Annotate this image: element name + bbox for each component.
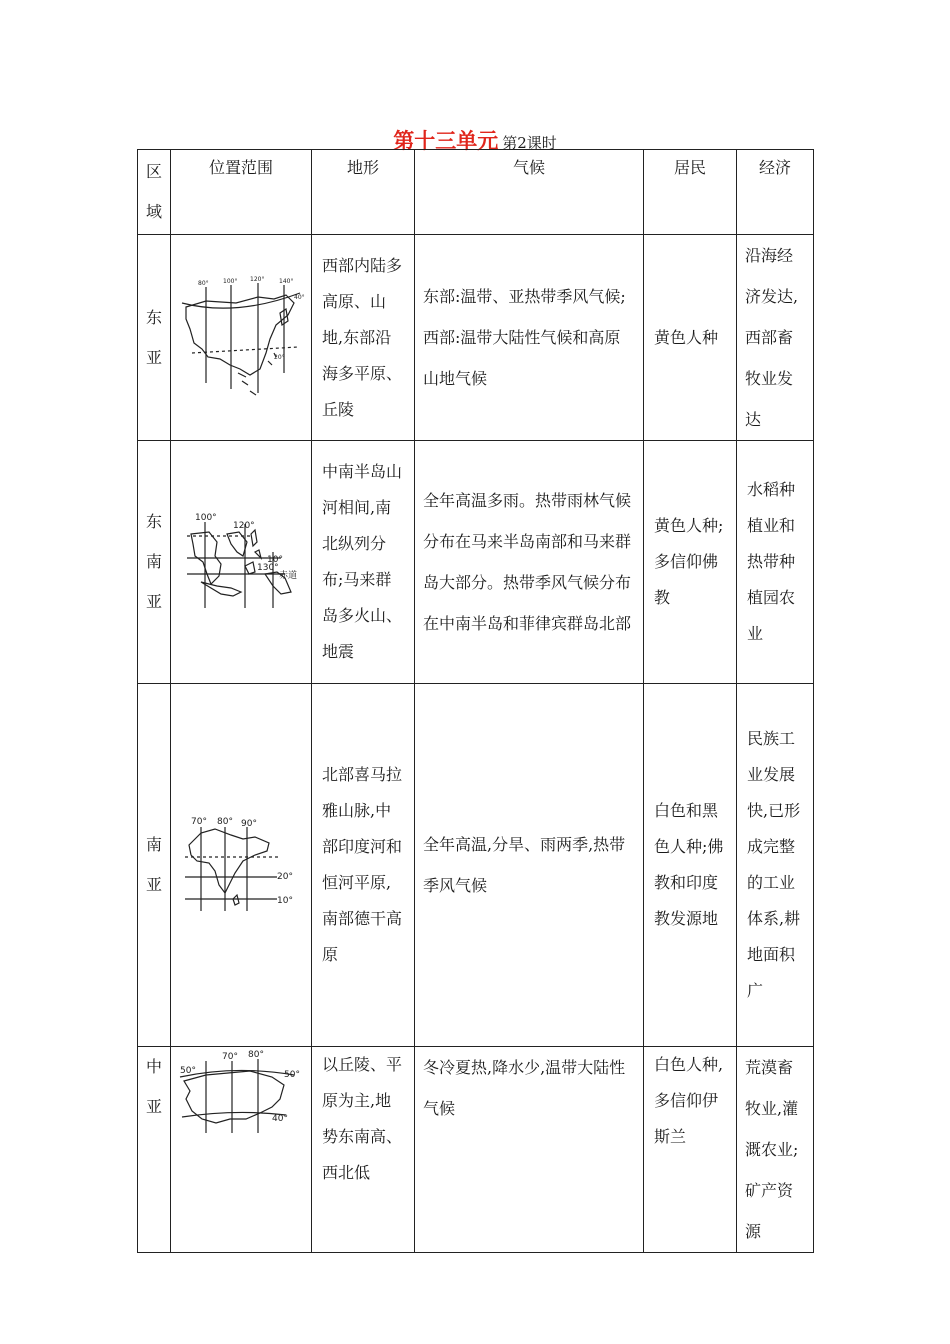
map-label: 50° bbox=[284, 1070, 300, 1080]
map-label: 140° bbox=[279, 277, 294, 285]
table-row bbox=[138, 235, 814, 441]
header-row bbox=[138, 150, 814, 235]
southeast-asia-map bbox=[171, 441, 312, 684]
terrain-cell: 西部内陆多高原、山地,东部沿海多平原、丘陵 bbox=[312, 235, 415, 441]
southeast-asia-map-sketch bbox=[181, 512, 301, 612]
map-label: 20° bbox=[274, 353, 285, 361]
lesson-subtitle: 第2课时 bbox=[502, 134, 557, 152]
central-asia-map-sketch bbox=[176, 1047, 306, 1137]
central-asia-map bbox=[171, 1047, 312, 1253]
header-terrain: 地形 bbox=[312, 150, 415, 235]
terrain-cell: 北部喜马拉雅山脉,中部印度河和恒河平原,南部德干高原 bbox=[312, 684, 415, 1047]
economy-cell: 水稻种植业和热带种植园农业 bbox=[737, 441, 814, 684]
asia-regions-table bbox=[137, 149, 814, 1253]
residents-cell: 黄色人种;多信仰佛教 bbox=[644, 441, 737, 684]
economy-cell: 民族工业发展快,已形成完整的工业体系,耕地面积广 bbox=[737, 684, 814, 1047]
economy-cell: 沿海经济发达,西部畜牧业发达 bbox=[737, 235, 814, 441]
region-cell: 东亚 bbox=[138, 235, 171, 441]
map-label: 10° bbox=[267, 555, 283, 565]
map-label: 80° bbox=[248, 1050, 264, 1060]
map-label: 130° bbox=[257, 563, 279, 573]
region-cell: 东南亚 bbox=[138, 441, 171, 684]
climate-cell: 冬冷夏热,降水少,温带大陆性气候 bbox=[415, 1047, 644, 1253]
table-row bbox=[138, 684, 814, 1047]
south-asia-map-sketch bbox=[181, 815, 301, 915]
header-location: 位置范围 bbox=[171, 150, 312, 235]
terrain-cell: 中南半岛山河相间,南北纵列分布;马来群岛多火山、地震 bbox=[312, 441, 415, 684]
residents-cell: 白色人种,多信仰伊斯兰 bbox=[644, 1047, 737, 1253]
map-label: 80° bbox=[198, 279, 209, 287]
residents-cell: 黄色人种 bbox=[644, 235, 737, 441]
east-asia-map bbox=[171, 235, 312, 441]
header-region: 区域 bbox=[138, 150, 171, 235]
header-economy: 经济 bbox=[737, 150, 814, 235]
map-label: 100° bbox=[195, 513, 217, 523]
economy-cell: 荒漠畜牧业,灌溉农业;矿产资源 bbox=[737, 1047, 814, 1253]
map-label: 50° bbox=[180, 1066, 196, 1076]
map-label: 赤道 bbox=[279, 571, 298, 581]
map-label: 20° bbox=[277, 872, 293, 882]
south-asia-map bbox=[171, 684, 312, 1047]
table-row bbox=[138, 1047, 814, 1253]
climate-cell: 东部:温带、亚热带季风气候;西部:温带大陆性气候和高原山地气候 bbox=[415, 235, 644, 441]
region-cell: 中亚 bbox=[138, 1047, 171, 1253]
east-asia-map-sketch bbox=[176, 273, 306, 403]
map-label: 70° bbox=[222, 1052, 238, 1062]
map-label: 10° bbox=[277, 896, 293, 906]
map-label: 80° bbox=[217, 817, 233, 827]
unit-title: 第十三单元 bbox=[393, 129, 499, 153]
map-label: 120° bbox=[250, 275, 265, 283]
residents-cell: 白色和黑色人种;佛教和印度教发源地 bbox=[644, 684, 737, 1047]
region-cell: 南亚 bbox=[138, 684, 171, 1047]
terrain-cell: 以丘陵、平原为主,地势东南高、西北低 bbox=[312, 1047, 415, 1253]
header-climate: 气候 bbox=[415, 150, 644, 235]
climate-cell: 全年高温,分旱、雨两季,热带季风气候 bbox=[415, 684, 644, 1047]
map-label: 70° bbox=[191, 817, 207, 827]
map-label: 90° bbox=[241, 819, 257, 829]
climate-cell: 全年高温多雨。热带雨林气候分布在马来半岛南部和马来群岛大部分。热带季风气候分布在中南半岛和菲律宾群岛北部 bbox=[415, 441, 644, 684]
map-label: 120° bbox=[233, 521, 255, 531]
header-residents: 居民 bbox=[644, 150, 737, 235]
map-label: 40° bbox=[272, 1114, 288, 1124]
map-label: 40° bbox=[294, 293, 305, 301]
table-row bbox=[138, 441, 814, 684]
map-label: 100° bbox=[223, 277, 238, 285]
